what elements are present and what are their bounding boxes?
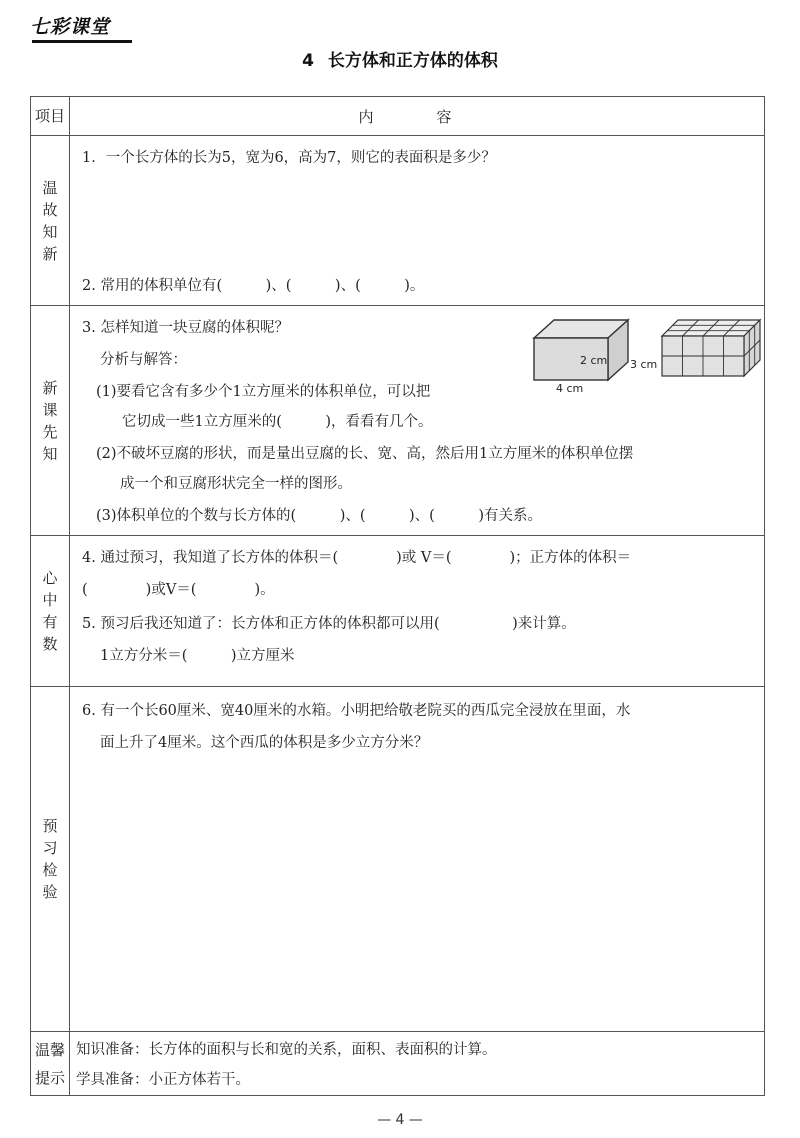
section-label-tips <box>31 1032 70 1096</box>
brand-logo: 七彩课堂 <box>30 16 111 38</box>
tip-knowledge: 知识准备：长方体的面积与长和宽的关系，面积、表面积的计算。 <box>76 1042 497 1058</box>
point-2a: (2)不破坏豆腐的形状，而是量出豆腐的长、宽、高，然后用1立方厘米的体积单位摆 <box>96 446 634 462</box>
point-1a: (1)要看它含有多少个1立方厘米的体积单位，可以把 <box>96 384 431 400</box>
tips-label-1: 温馨 <box>34 1040 65 1059</box>
title-number: 4 <box>302 51 314 71</box>
tip-tools: 学具准备：小正方体若干。 <box>76 1072 250 1088</box>
header-item: 项目 <box>31 97 70 136</box>
question-4b: ( )或V＝( )。 <box>82 582 275 598</box>
point-3: (3)体积单位的个数与长方体的( )、( )、( )有关系。 <box>96 508 542 524</box>
question-5: 5. 预习后我还知道了：长方体和正方体的体积都可以用( )来计算。 <box>82 616 576 632</box>
unit-cubes-figure <box>658 314 762 378</box>
section-label-newlesson: 新课先知 <box>31 306 70 536</box>
section-mind <box>70 536 765 687</box>
section-label-mind: 心中有数 <box>31 536 70 687</box>
section-label-review: 温故知新 <box>31 136 70 306</box>
tips-label-2: 提示 <box>34 1068 65 1087</box>
worksheet-table <box>30 96 765 1096</box>
section-newlesson <box>70 306 765 536</box>
point-2b: 成一个和豆腐形状完全一样的图形。 <box>120 476 352 492</box>
question-1: 1．一个长方体的长为5，宽为6，高为7，则它的表面积是多少？ <box>82 150 496 166</box>
section-tips <box>70 1032 765 1096</box>
question-2: 2. 常用的体积单位有( )、( )、( )。 <box>82 278 425 294</box>
header-content: 内 容 <box>70 97 765 136</box>
fig-length-label: 4 cm <box>556 382 584 395</box>
tofu-cuboid-figure <box>530 314 630 386</box>
fig-height-label: 2 cm <box>580 354 608 367</box>
page-number: — 4 — <box>377 1112 423 1128</box>
section-label-preview: 预习检验 <box>31 687 70 1032</box>
page-title <box>0 46 800 71</box>
question-3: 3. 怎样知道一块豆腐的体积呢？ <box>82 320 289 336</box>
fig-width-label: 3 cm <box>630 358 658 371</box>
question-6a: 6. 有一个长60厘米、宽40厘米的水箱。小明把给敬老院买的西瓜完全浸放在里面，水 <box>82 703 631 719</box>
point-1b: 它切成一些1立方厘米的( )，看看有几个。 <box>122 414 433 430</box>
brand-underline <box>32 40 132 43</box>
title-text: 长方体和正方体的体积 <box>327 51 498 71</box>
section-review <box>70 136 765 306</box>
section-preview <box>70 687 765 1032</box>
question-4a: 4. 通过预习，我知道了长方体的体积＝( )或 V＝( )；正方体的体积＝ <box>82 550 632 566</box>
question-6b: 面上升了4厘米。这个西瓜的体积是多少立方分米？ <box>100 735 429 751</box>
analysis-label: 分析与解答： <box>100 352 187 368</box>
question-5b: 1立方分米＝( )立方厘米 <box>100 648 295 664</box>
